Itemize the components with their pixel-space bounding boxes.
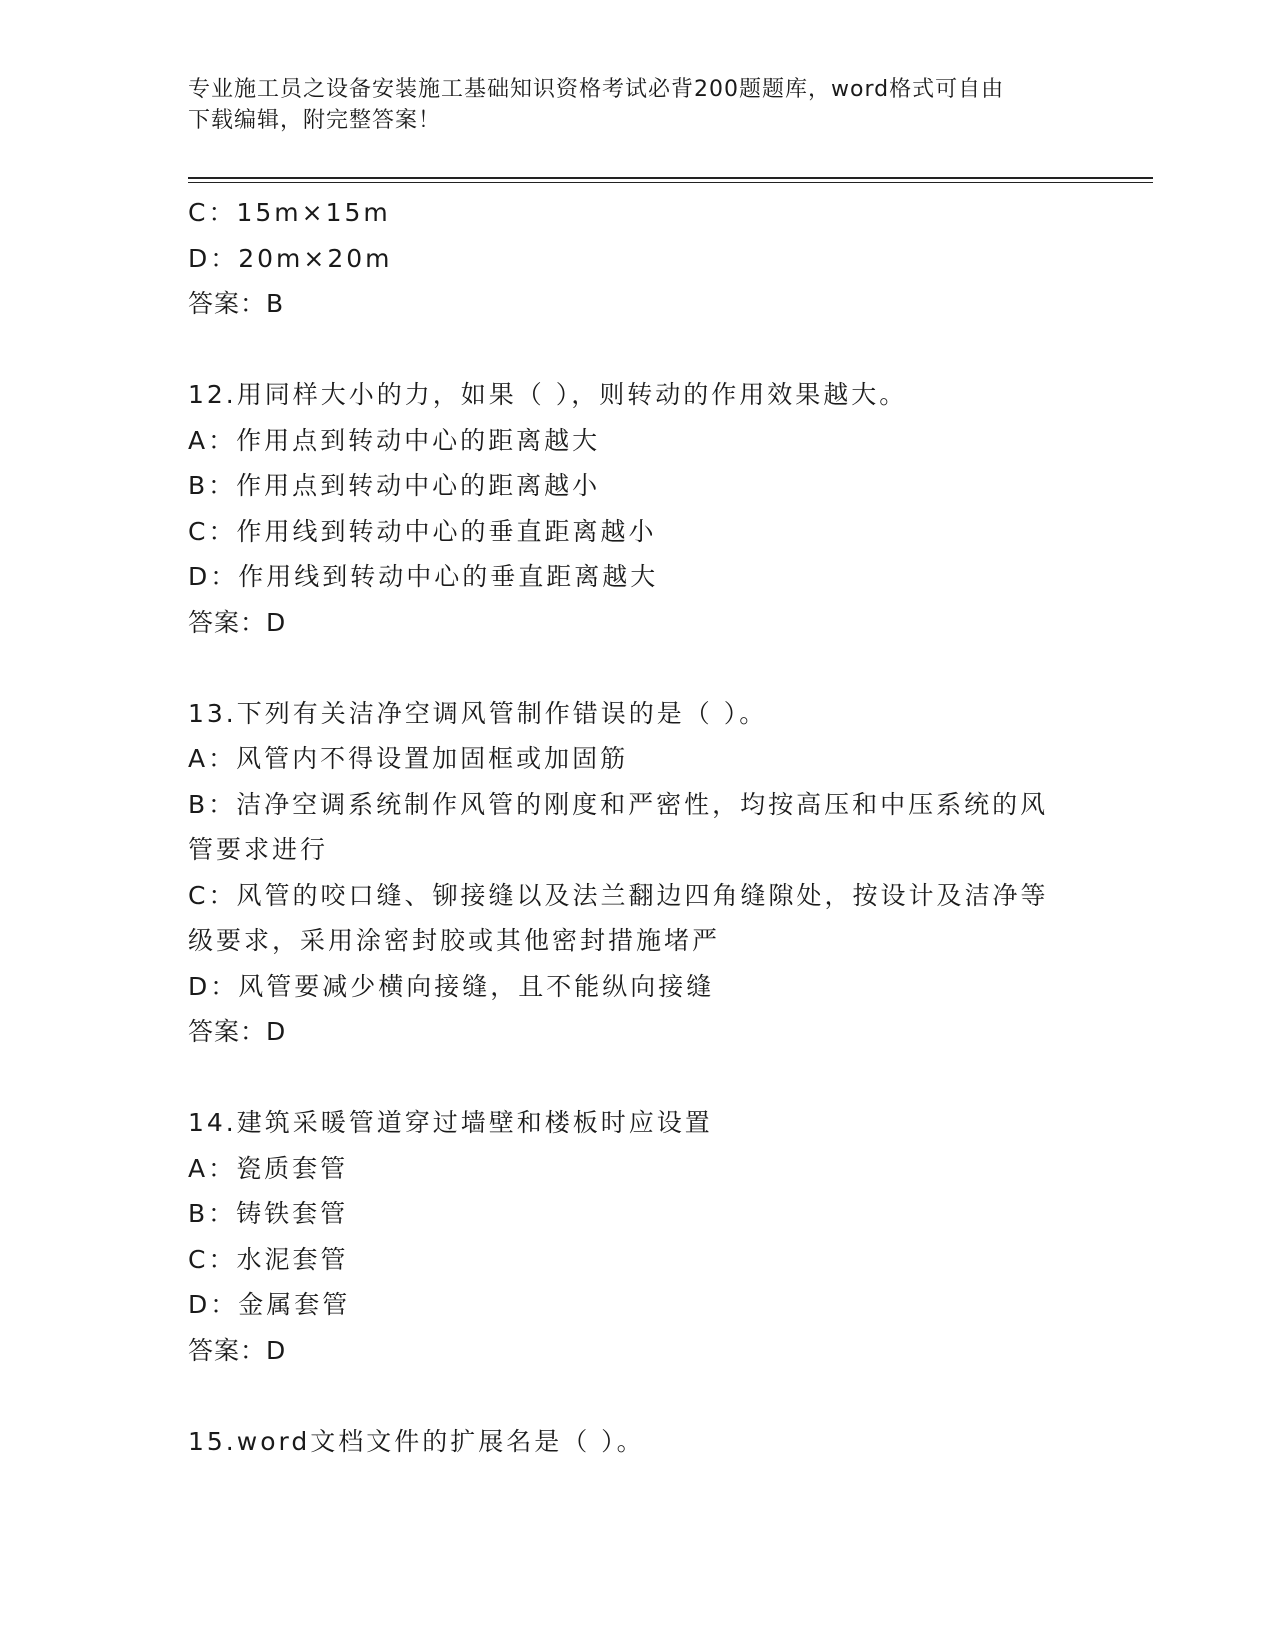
q12-answer: 答案：D	[188, 607, 287, 637]
q13-option-a: A：风管内不得设置加固框或加固筋	[188, 744, 629, 773]
header-line-1: 专业施工员之设备安装施工基础知识资格考试必背200题题库，word格式可自由	[188, 77, 1005, 102]
q13-option-d: D：风管要减少横向接缝，且不能纵向接缝	[188, 971, 715, 1001]
header-line-2: 下载编辑，附完整答案！	[188, 108, 442, 133]
q14-answer: 答案：D	[188, 1335, 287, 1365]
header-divider-thin	[188, 182, 1153, 183]
q14-option-a: A：瓷质套管	[188, 1153, 349, 1183]
q15-stem: 15.word文档文件的扩展名是（ ）。	[188, 1426, 645, 1456]
q14-option-b: B：铸铁套管	[188, 1199, 349, 1228]
q12-option-c: C：作用线到转动中心的垂直距离越小	[188, 516, 657, 546]
q12-option-d: D：作用线到转动中心的垂直距离越大	[188, 562, 659, 591]
prev-option-d: D：20m×20m	[188, 243, 393, 273]
q12-stem: 12.用同样大小的力，如果（ ），则转动的作用效果越大。	[188, 380, 908, 409]
q13-option-c-line1: C：风管的咬口缝、铆接缝以及法兰翻边四角缝隙处，按设计及洁净等	[188, 880, 1049, 910]
q13-option-c-line2: 级要求，采用涂密封胶或其他密封措施堵严	[188, 926, 721, 955]
q13-stem: 13.下列有关洁净空调风管制作错误的是（ ）。	[188, 698, 768, 728]
q14-option-d: D：金属套管	[188, 1290, 351, 1319]
prev-option-c: C：15m×15m	[188, 198, 391, 227]
q12-option-a: A：作用点到转动中心的距离越大	[188, 425, 601, 455]
q13-option-b-line2: 管要求进行	[188, 835, 329, 864]
q13-option-b-line1: B：洁净空调系统制作风管的刚度和严密性，均按高压和中压系统的风	[188, 789, 1049, 819]
page-header	[188, 74, 1088, 136]
q12-option-b: B：作用点到转动中心的距离越小	[188, 471, 601, 500]
prev-answer: 答案：B	[188, 289, 285, 318]
q14-option-c: C：水泥套管	[188, 1244, 349, 1274]
q13-answer: 答案：D	[188, 1017, 287, 1046]
question-list	[188, 190, 1088, 1464]
header-divider	[188, 177, 1153, 179]
q14-stem: 14.建筑采暖管道穿过墙壁和楼板时应设置	[188, 1108, 713, 1137]
